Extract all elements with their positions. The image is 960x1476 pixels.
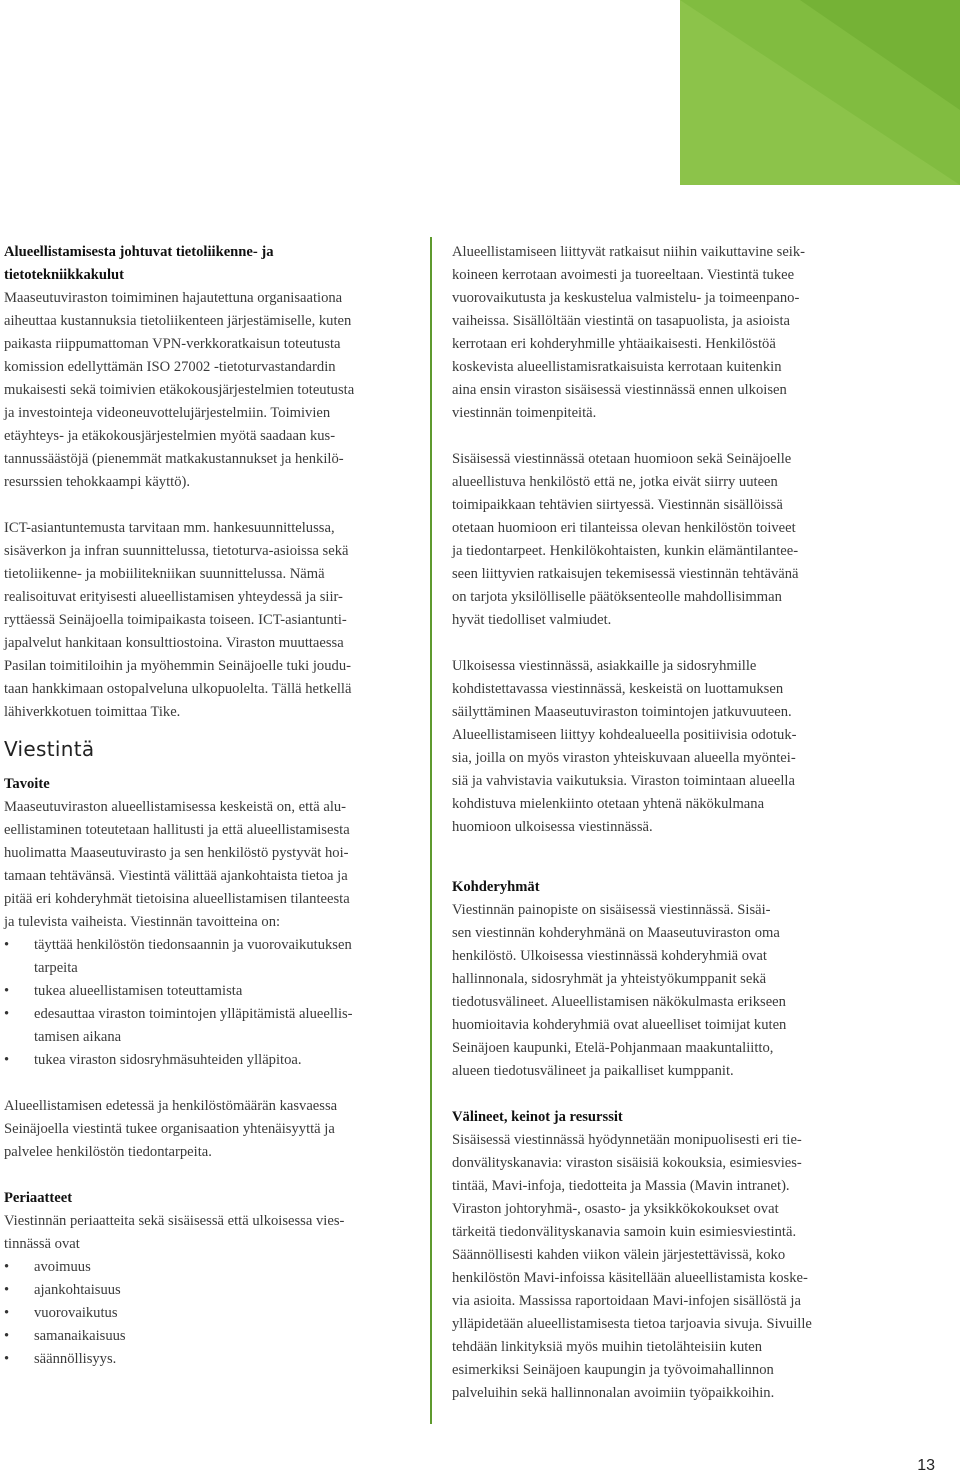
tools-paragraph [452, 1129, 864, 1405]
list-item [4, 980, 409, 1003]
text-line: Viraston johtoryhmä-, osasto- ja yksikkökokoukset ovat [452, 1201, 779, 1217]
text-line: koskevista alueellistamisratkaisuista kerrotaan kuitenkin [452, 359, 782, 375]
goal-paragraph-2 [4, 1095, 409, 1164]
text-line: etäyhteys- ja etäkokousjärjestelmien myötä saadaan kus- [4, 428, 336, 444]
it-costs-paragraph-1 [4, 287, 409, 494]
text-line: Sisäisessä viestinnässä hyödynnetään monipuolisesti eri tie- [452, 1132, 802, 1148]
text-line: alueellistuva henkilöstö että ne, jotka eivät siirry uuteen [452, 474, 778, 490]
text-line: kohdistuva mielenkiinto otetaan yhtenä näkökulmana [452, 796, 765, 812]
text-line: • tukea viraston sidosryhmäsuhteiden ylläpitoa. [34, 1052, 302, 1068]
principles-intro [4, 1210, 409, 1256]
text-line: huomioitavia kohderyhmiä ovat alueelliset toimijat kuten [452, 1017, 787, 1033]
corner-graphic [680, 0, 960, 185]
text-line: japalvelut hankitaan konsulttiostoina. Viraston muuttaessa [4, 635, 344, 651]
text-line: eellistaminen toteutetaan hallitusti ja että alueellistamisesta [4, 822, 350, 838]
text-line: ja tiedontarpeet. Henkilökohtaisten, kunkin elämäntilantee- [452, 543, 799, 559]
text-line: komission edellyttämän ISO 27002 -tietoturvastandardin [4, 359, 336, 375]
text-line: henkilöstö. Ulkoisessa viestinnässä kohderyhmiä ovat [452, 948, 767, 964]
text-line: Maaseutuviraston toimiminen hajautettuna organisaationa [4, 290, 343, 306]
page-number: 13 [917, 1457, 935, 1474]
text-line: aiheuttaa kustannuksia tietoliikenteen järjestämiselle, kuten [4, 313, 352, 329]
text-line: aina ensin viraston sisäisessä viestinnässä ennen ulkoisen [452, 382, 787, 398]
text-line: via asioita. Massissa raportoidaan Mavi-infojen sisällöstä ja [452, 1293, 801, 1309]
list-item: • vuorovaikutus [4, 1302, 409, 1325]
text-line: alueen tiedotusvälineet ja paikalliset kumppanit. [452, 1063, 734, 1079]
text-line: esimerkiksi Seinäjoen kaupungin ja työvoimahallinnon [452, 1362, 774, 1378]
list-item [4, 1003, 409, 1049]
text-line: vaiheissa. Sisällöltään viestintä on tasapuolista, ja asioista [452, 313, 791, 329]
list-item: • ajankohtaisuus [4, 1279, 409, 1302]
principles-bullet-list [4, 1256, 409, 1371]
text-line: tamisen aikana [34, 1029, 122, 1045]
list-item: • avoimuus [4, 1256, 409, 1279]
text-line: Seinäjoella viestintä tukee organisaation yhtenäisyyttä ja [4, 1121, 335, 1137]
text-line: ylläpidetään alueellistamisesta tietoa tarjoavia sivuja. Sivuille [452, 1316, 812, 1332]
text-line: Alueellistamiseen liittyy kohdealueella positiivisia odotuk- [452, 727, 797, 743]
text-line: tannussäästöjä (pienemmät matkakustannukset ja henkilö- [4, 451, 344, 467]
text-line: toimipaikkaan tehtävien siirtyessä. Viestinnän sisällöissä [452, 497, 783, 513]
text-line: Alueellistamiseen liittyvät ratkaisut niihin vaikuttavine seik- [452, 244, 806, 260]
text-line: palveluihin sekä hallinnonalan avoimiin työpaikkoihin. [452, 1385, 775, 1401]
text-line: tintää, Mavi-infoja, tiedotteita ja Massia (Mavin intranet). [452, 1178, 790, 1194]
text-line: sen viestinnän kohderyhmänä on Maaseutuviraston oma [452, 925, 780, 941]
text-line: • edesauttaa viraston toimintojen ylläpitämistä alueellis- [34, 1006, 353, 1022]
text-line: palvelee henkilöstön tiedontarpeita. [4, 1144, 212, 1160]
it-costs-paragraph-2 [4, 517, 409, 724]
text-line: henkilöstön Mavi-infoissa käsitellään alueellistamista koske- [452, 1270, 808, 1286]
text-line: sisäverkon ja infran suunnittelussa, tietoturva-asioissa sekä [4, 543, 349, 559]
text-line: Viestinnän periaatteita sekä sisäisessä että ulkoisessa vies- [4, 1213, 345, 1229]
internal-communication-paragraph [452, 448, 864, 632]
text-line: tinnässä ovat [4, 1236, 80, 1252]
text-line: tarpeita [34, 960, 78, 976]
text-line: tärkeitä tiedonvälityskanavia samoin kuin esimiesviestintä. [452, 1224, 797, 1240]
external-communication-paragraph [452, 655, 864, 839]
text-line: Alueellistamisen edetessä ja henkilöstömäärän kasvaessa [4, 1098, 338, 1114]
text-line: resurssien tehokkaampi käyttö). [4, 474, 191, 490]
text-line: Maaseutuviraston alueellistamisessa keskeistä on, että alu- [4, 799, 347, 815]
text-line: donvälityskanavia: viraston sisäisiä kokouksia, esimiesvies- [452, 1155, 802, 1171]
list-item [4, 934, 409, 980]
text-line: realisoituvat erityisesti alueellistamisen yhteydessä ja siir- [4, 589, 343, 605]
text-line: pitää eri kohderyhmät tietoisina alueellistamisen tilanteesta [4, 891, 350, 907]
text-line: vuorovaikutusta ja keskustelua valmistelu- ja toimeenpano- [452, 290, 800, 306]
text-line: taan hankkimaan ostopalveluna ulkopuolelta. Tällä hetkellä [4, 681, 352, 697]
text-line: sia, joilla on myös viraston yhteiskuvaan alueella myöntei- [452, 750, 796, 766]
text-line: Pasilan toimitiloihin ja myöhemmin Seinäjoelle tuki joudu- [4, 658, 351, 674]
principles-heading: Periaatteet [4, 1190, 73, 1206]
text-line: huolimatta Maaseutuvirasto ja sen henkilöstö pystyvät hoi- [4, 845, 349, 861]
text-line: on tarjota yksilölliselle päätöksenteolle mahdollisimman [452, 589, 782, 605]
text-line: Seinäjoen kaupunki, Etelä-Pohjanmaan maakuntaliitto, [452, 1040, 774, 1056]
text-line: Ulkoisessa viestinnässä, asiakkaille ja sidosryhmille [452, 658, 757, 674]
text-line: • täyttää henkilöstön tiedonsaannin ja vuorovaikutuksen [34, 937, 352, 953]
text-line: hallinnonala, sidosryhmät ja yhteistyökumppanit sekä [452, 971, 767, 987]
text-line: säilyttäminen Maaseutuviraston toimintojen jatkuvuuteen. [452, 704, 792, 720]
text-line: seen liittyvien ratkaisujen tekemisessä viestinnän tehtävänä [452, 566, 799, 582]
text-line: hyvät tiedolliset valmiudet. [452, 612, 612, 628]
text-line: siä ja vahvistavia vaikutuksia. Viraston toimintaan alueella [452, 773, 795, 789]
openness-paragraph [452, 241, 864, 425]
tools-heading: Välineet, keinot ja resurssit [452, 1109, 623, 1125]
text-line: otetaan huomioon eri tilanteissa olevan henkilöstön toiveet [452, 520, 796, 536]
text-line: kohdistettavassa viestinnässä, keskeistä on luottamuksen [452, 681, 784, 697]
text-line: Sisäisessä viestinnässä otetaan huomioon sekä Seinäjoelle [452, 451, 792, 467]
goal-bullet-list [4, 934, 409, 1072]
text-line: huomioon ulkoisessa viestinnässä. [452, 819, 653, 835]
list-item: • samanaikaisuus [4, 1325, 409, 1348]
text-line: kerrotaan eri kohderyhmille yhtäaikaisesti. Henkilöstöä [452, 336, 776, 352]
text-line: viestinnän toimenpiteitä. [452, 405, 597, 421]
text-line: tamaan tehtävänsä. Viestintä välittää ajankohtaista tietoa ja [4, 868, 348, 884]
text-line: ICT-asiantuntemusta tarvitaan mm. hankesuunnittelussa, [4, 520, 335, 536]
text-line: tiedotusvälineet. Alueellistamisen näkökulmasta erikseen [452, 994, 786, 1010]
column-divider [430, 237, 432, 1424]
text-line: ryttäessä Seinäjoella toimipaikasta toiseen. ICT-asiantunti- [4, 612, 347, 628]
text-line: tehdään linkityksiä myös muihin tietolähteisiin kuten [452, 1339, 763, 1355]
text-line: paikasta riippumattoman VPN-verkkoratkaisun toteutusta [4, 336, 341, 352]
text-line: ja investointeja videoneuvottelujärjestelmiin. Toimivien [4, 405, 331, 421]
text-line: ja tulevista vaiheista. Viestinnän tavoitteina on: [4, 914, 281, 930]
text-line: mukaisesti sekä toimivien etäkokousjärjestelmien toteutusta [4, 382, 355, 398]
section-title: Viestintä [4, 737, 95, 761]
goal-heading: Tavoite [4, 776, 50, 792]
list-item [4, 1049, 409, 1072]
text-line: • tukea alueellistamisen toteuttamista [34, 983, 243, 999]
text-line: koineen kerrotaan avoimesti ja tuoreeltaan. Viestintä tukee [452, 267, 795, 283]
target-groups-heading: Kohderyhmät [452, 879, 540, 895]
text-line: Viestinnän painopiste on sisäisessä viestinnässä. Sisäi- [452, 902, 771, 918]
target-groups-paragraph [452, 899, 864, 1083]
text-line: tietoliikenne- ja mobiilitekniikan suunnittelussa. Nämä [4, 566, 325, 582]
heading-line: Alueellistamisesta johtuvat tietoliikenne- ja [4, 244, 274, 260]
heading-line: tietotekniikkakulut [4, 267, 125, 283]
goal-paragraph-1 [4, 796, 409, 934]
text-line: lähiverkkotuen toimittaa Tike. [4, 704, 181, 720]
list-item: • säännöllisyys. [4, 1348, 409, 1371]
text-line: Säännöllisesti kahden viikon välein järjestettävissä, koko [452, 1247, 786, 1263]
right-column [452, 241, 864, 1405]
left-column [4, 241, 409, 1371]
it-costs-heading [4, 241, 409, 287]
